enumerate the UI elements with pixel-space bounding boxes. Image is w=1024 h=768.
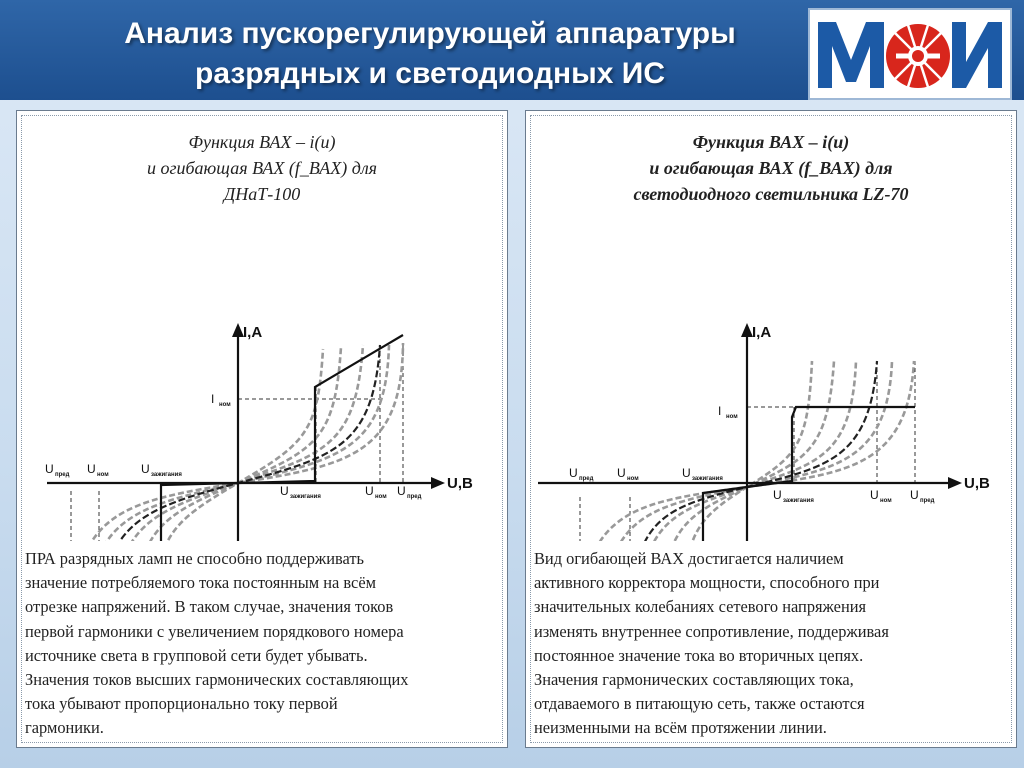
left-panel-title: [17, 129, 507, 207]
u-pred-right-sub: пред: [407, 494, 422, 500]
i-nom-pos-label: I: [718, 404, 722, 418]
left-description: [25, 547, 495, 741]
u-zaj-right-sub: зажигания: [290, 494, 321, 500]
left-desc-line: первой гармоники с увеличением порядкового номера: [25, 621, 404, 641]
u-nom-left-label: U: [617, 466, 626, 480]
y-axis-label: I,A: [243, 324, 263, 341]
u-nom-right-sub: ном: [880, 498, 892, 504]
u-pred-right-label: U: [910, 488, 919, 502]
u-zaj-left-sub: зажигания: [151, 472, 182, 478]
u-zaj-left-label: U: [141, 462, 150, 476]
title-line-1: Анализ пускорегулирующей аппаратуры: [124, 17, 736, 50]
right-desc-line: постоянное значение тока во вторичных цепях.: [534, 645, 864, 665]
right-title-line-1: Функция ВАХ – i(u): [692, 132, 850, 152]
right-title-line-2: и огибающая ВАХ (f_ВАХ) для: [649, 158, 893, 178]
u-nom-right-sub: ном: [375, 494, 387, 500]
u-zaj-right-label: U: [280, 484, 289, 498]
u-nom-right-label: U: [870, 488, 879, 502]
left-desc-line: отрезке напряжений. В таком случае, значения токов: [25, 597, 394, 617]
u-pred-left-sub: пред: [579, 476, 594, 482]
mei-logo: [808, 8, 1012, 100]
right-desc-line: Значения гармонических составляющих тока,: [534, 670, 854, 690]
i-nom-pos-sub: ном: [726, 414, 738, 420]
left-title-line-3: ДНаТ-100: [223, 184, 301, 204]
u-zaj-right-sub: зажигания: [783, 498, 814, 504]
page-title: [0, 14, 860, 94]
u-pred-left-label: U: [45, 462, 54, 476]
left-desc-line: ПРА разрядных ламп не способно поддерживать: [25, 549, 364, 568]
i-nom-pos-sub: ном: [219, 402, 231, 408]
right-iv-diagram: [526, 211, 1018, 541]
u-pred-left-sub: пред: [55, 472, 70, 478]
i-nom-pos-label: I: [211, 392, 215, 406]
left-iv-diagram: [17, 211, 509, 541]
right-desc-line: активного корректора мощности, способного при: [534, 573, 880, 593]
x-axis-label: U,B: [964, 475, 990, 492]
u-pred-left-label: U: [569, 466, 578, 480]
u-pred-right-label: U: [397, 484, 406, 498]
right-desc-line: Вид огибающей ВАХ достигается наличием: [534, 549, 844, 568]
right-panel-title: [526, 129, 1016, 207]
logo-sun-icon: [886, 24, 950, 88]
x-axis-arrow-icon: [948, 477, 962, 489]
right-desc-line: неизменными на всём протяжении линии.: [534, 718, 827, 738]
u-zaj-left-sub: зажигания: [692, 476, 723, 482]
left-desc-line: значение потребляемого тока постоянным на всём: [25, 573, 376, 593]
left-panel: [16, 110, 508, 748]
right-desc-line: значительных колебаниях сетевого напряжения: [534, 597, 867, 617]
right-title-line-3: светодиодного светильника LZ-70: [633, 184, 909, 204]
u-nom-left-sub: ном: [627, 476, 639, 482]
left-desc-line: тока убывают пропорционально току первой: [25, 694, 338, 714]
right-desc-line: отдаваемого в питающую сеть, также остаются: [534, 694, 865, 714]
u-nom-left-sub: ном: [97, 472, 109, 478]
right-description: [534, 547, 1004, 741]
y-axis-label: I,A: [752, 324, 772, 341]
left-title-line-2: и огибающая ВАХ (f_ВАХ) для: [146, 158, 378, 178]
right-panel: [525, 110, 1017, 748]
x-axis-label: U,B: [447, 475, 473, 492]
title-line-2: разрядных и светодиодных ИС: [195, 57, 665, 90]
x-axis-arrow-icon: [431, 477, 445, 489]
left-desc-line: источнике света в групповой сети будет убывать.: [25, 645, 368, 665]
left-desc-line: Значения токов высших гармонических составляющих: [25, 670, 409, 690]
u-zaj-right-label: U: [773, 488, 782, 502]
u-nom-left-label: U: [87, 462, 96, 476]
right-desc-line: изменять внутреннее сопротивление, поддерживая: [534, 621, 889, 641]
u-zaj-left-label: U: [682, 466, 691, 480]
iv-nominal-curve: [630, 361, 877, 541]
u-pred-right-sub: пред: [920, 498, 935, 504]
left-desc-line: гармоники.: [25, 718, 104, 738]
left-title-line-1: Функция ВАХ – i(u): [188, 132, 336, 152]
u-nom-right-label: U: [365, 484, 374, 498]
